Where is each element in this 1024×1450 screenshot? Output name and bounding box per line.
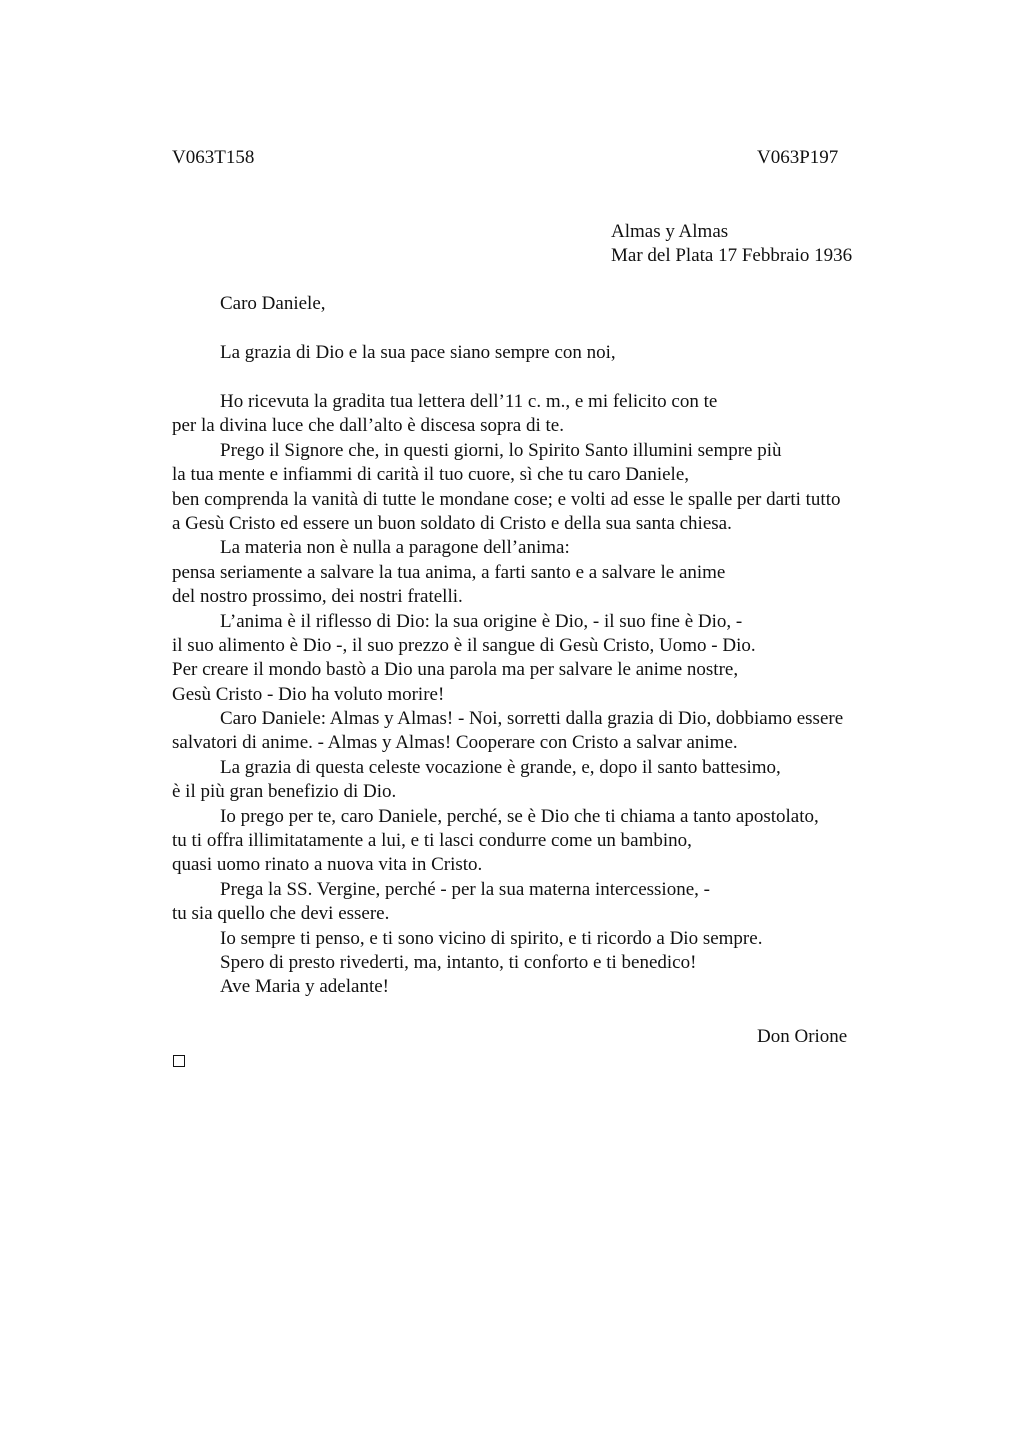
body-line: del nostro prossimo, dei nostri fratelli. (172, 586, 463, 608)
body-line: Spero di presto rivederti, ma, intanto, ti conforto e ti benedico! (220, 951, 697, 973)
body-line: per la divina luce che dall’alto è discesa sopra di te. (172, 415, 564, 437)
body-line: tu ti offra illimitatamente a lui, e ti lasci condurre come un bambino, (172, 830, 692, 852)
body-line: il suo alimento è Dio -, il suo prezzo è il sangue di Gesù Cristo, Uomo - Dio. (172, 634, 756, 656)
body-line: La grazia di questa celeste vocazione è grande, e, dopo il santo battesimo, (220, 756, 781, 778)
body-line: ben comprenda la vanità di tutte le mondane cose; e volti ad esse le spalle per darti tutto (172, 488, 841, 510)
body-line: L’anima è il riflesso di Dio: la sua origine è Dio, - il suo fine è Dio, - (220, 610, 743, 632)
signature: Don Orione (757, 1026, 848, 1047)
body-line: Ho ricevuta la gradita tua lettera dell’11 c. m., e mi felicito con te (220, 391, 718, 412)
body-line: Gesù Cristo - Dio ha voluto morire! (172, 683, 445, 705)
letter-body (172, 390, 912, 1000)
body-line: pensa seriamente a salvare la tua anima, a farti santo e a salvare le anime (172, 561, 726, 583)
document-id-left: V063T158 (172, 147, 255, 168)
body-line: Caro Daniele: Almas y Almas! - Noi, sorretti dalla grazia di Dio, dobbiamo essere (220, 708, 844, 730)
body-line: salvatori di anime. - Almas y Almas! Cooperare con Cristo a salvar anime. (172, 732, 738, 754)
body-line: è il più gran benefizio di Dio. (172, 781, 397, 803)
body-line: Prega la SS. Vergine, perché - per la sua materna intercessione, - (220, 878, 710, 900)
place-date-line: Mar del Plata 17 Febbraio 1936 (611, 245, 853, 267)
document-id-right: V063P197 (757, 147, 839, 168)
body-line: a Gesù Cristo ed essere un buon soldato di Cristo e della sua santa chiesa. (172, 512, 732, 534)
checkbox-icon (173, 1055, 185, 1067)
letter-heading (611, 220, 852, 269)
salutation: Caro Daniele, (220, 293, 326, 314)
body-line: tu sia quello che devi essere. (172, 903, 390, 925)
body-line: Io prego per te, caro Daniele, perché, se è Dio che ti chiama a tanto apostolato, (220, 805, 819, 827)
motto-line: Almas y Almas (611, 221, 729, 242)
body-line: la tua mente e infiammi di carità il tuo cuore, sì che tu caro Daniele, (172, 464, 690, 486)
body-line: Ave Maria y adelante! (220, 976, 389, 998)
greeting: La grazia di Dio e la sua pace siano sempre con noi, (220, 342, 616, 363)
body-line: Per creare il mondo bastò a Dio una parola ma per salvare le anime nostre, (172, 659, 739, 681)
body-line: Prego il Signore che, in questi giorni, lo Spirito Santo illumini sempre più (220, 439, 782, 461)
body-line: quasi uomo rinato a nuova vita in Cristo. (172, 854, 483, 876)
body-line: La materia non è nulla a paragone dell’anima: (220, 537, 570, 559)
body-line: Io sempre ti penso, e ti sono vicino di spirito, e ti ricordo a Dio sempre. (220, 927, 763, 949)
